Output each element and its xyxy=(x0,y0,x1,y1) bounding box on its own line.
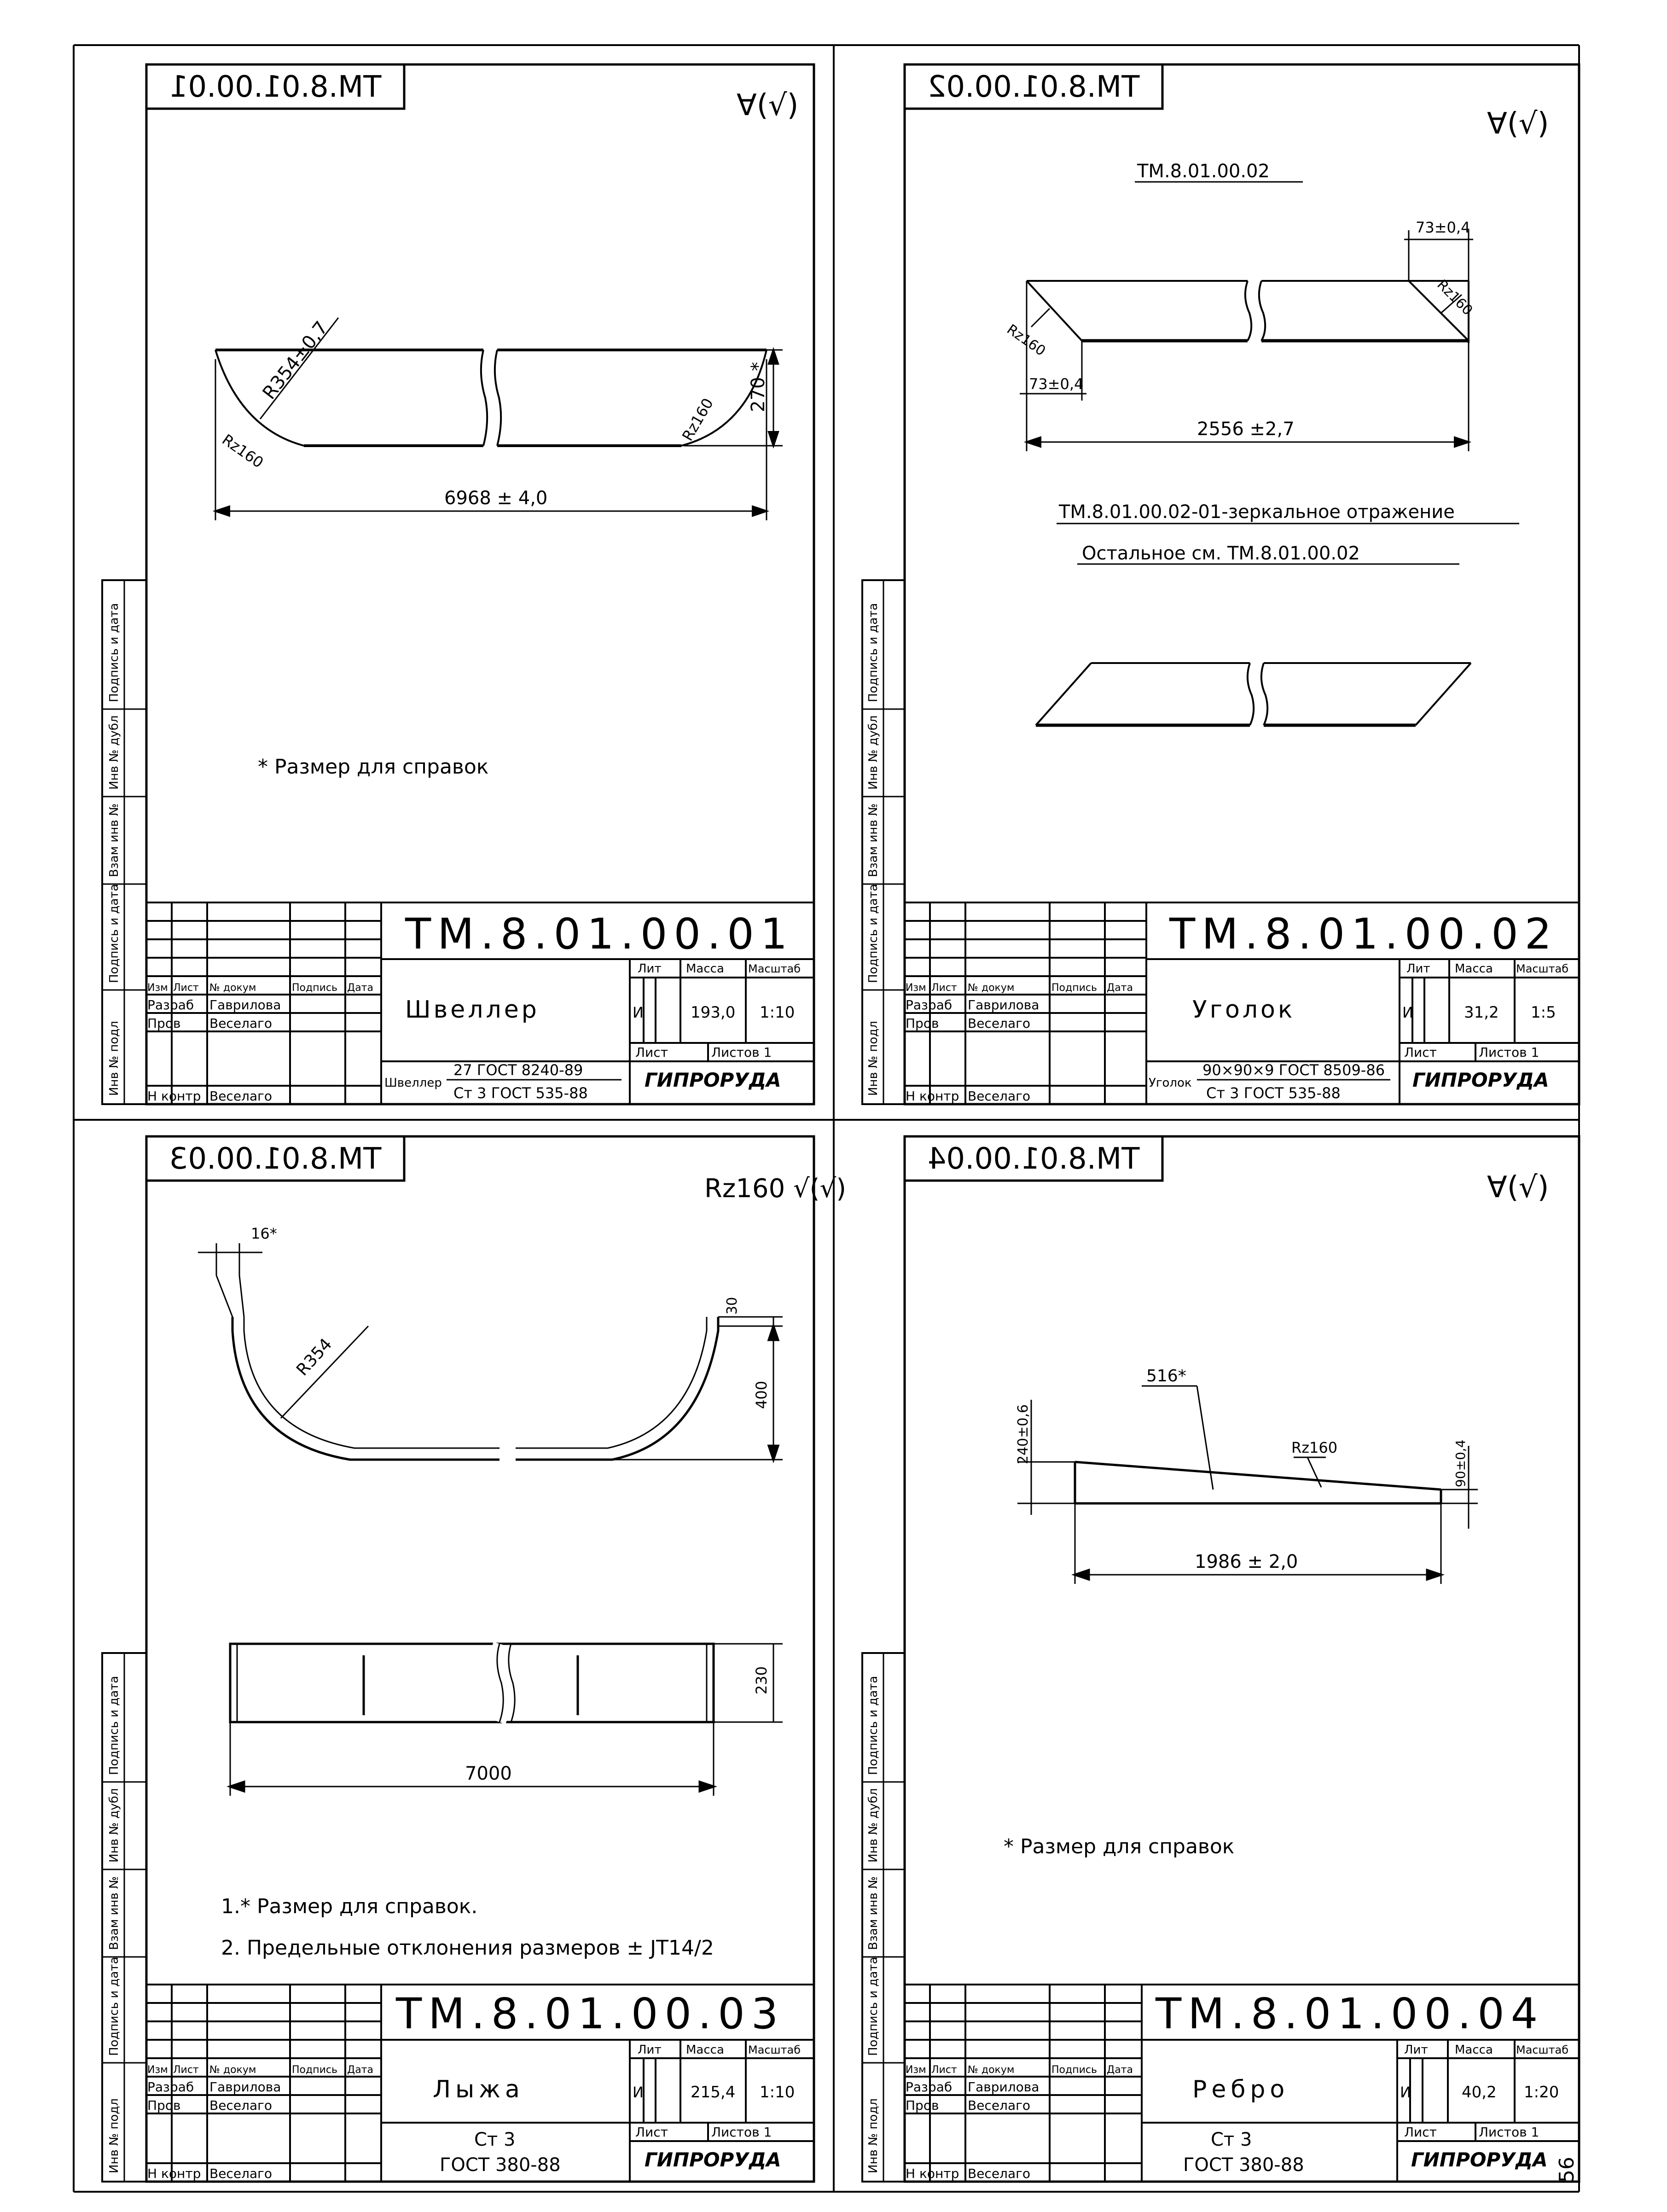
note: * Размер для справок xyxy=(1004,1835,1235,1858)
hdr-data: Дата xyxy=(1107,2064,1133,2076)
prov-name: Веселаго xyxy=(209,2098,272,2113)
mirror-note: ТМ.8.01.00.02-01-зеркальное отражение xyxy=(1059,501,1455,523)
hdr-podp: Подпись xyxy=(1051,982,1097,994)
side-label-podpis-2: Подпись и дата xyxy=(107,603,121,702)
massa-label: Масса xyxy=(686,2043,724,2057)
prov-name: Веселаго xyxy=(968,1016,1030,1031)
material-prefix: Уголок xyxy=(1149,1076,1192,1090)
page-number: 56 xyxy=(1555,2157,1579,2183)
side-label-podpis-1: Подпись и дата xyxy=(866,1956,880,2056)
dim-slope: 516* xyxy=(1146,1367,1186,1385)
roughness-symbol: Rz160 √(√) xyxy=(704,1174,847,1204)
doc-code: ТМ.8.01.00.02 xyxy=(1169,909,1558,959)
doc-code: ТМ.8.01.00.03 xyxy=(396,1989,785,2038)
dim-radius: R354 xyxy=(293,1334,336,1380)
list-label: Лист xyxy=(1404,2125,1437,2140)
part-name: Ребро xyxy=(1192,2076,1289,2103)
hdr-izm: Изм xyxy=(906,2064,926,2076)
hdr-izm: Изм xyxy=(147,2064,168,2076)
dim-height-right: 90±0,4 xyxy=(1453,1439,1468,1487)
prov-label: Пров xyxy=(906,1016,939,1031)
lit-label: Лит xyxy=(638,962,662,976)
part-name: Уголок xyxy=(1192,996,1295,1024)
mirror-code: ТМ.8.01.00.01 xyxy=(169,70,382,104)
dim-rz-right: Rz160 xyxy=(679,395,717,444)
prov-label: Пров xyxy=(147,2098,181,2113)
dim-rz-right: Rz160 xyxy=(1434,276,1476,319)
lit-label: Лит xyxy=(1406,962,1430,976)
masshtab-label: Масштаб xyxy=(748,962,801,975)
side-label-inv-dubl: Инв № дубл xyxy=(107,715,121,790)
lit-label: Лит xyxy=(638,2043,662,2057)
prov-label: Пров xyxy=(906,2098,939,2113)
mirror-code: ТМ.8.01.00.04 xyxy=(927,1142,1140,1176)
material-bottom: ГОСТ 380-88 xyxy=(440,2154,561,2176)
sheet-1 xyxy=(102,64,814,1104)
hdr-data: Дата xyxy=(1107,982,1133,994)
dim-rz: Rz160 xyxy=(1291,1439,1338,1456)
lit-label: Лит xyxy=(1404,2043,1428,2057)
material-top: 27 ГОСТ 8240-89 xyxy=(453,1061,583,1079)
dim-length: 7000 xyxy=(465,1763,512,1784)
side-label-inv-dubl: Инв № дубл xyxy=(866,1788,880,1863)
listov-label: Листов 1 xyxy=(1479,1045,1539,1060)
dim-length: 6968 ± 4,0 xyxy=(444,488,548,509)
org-name: ГИПРОРУДА xyxy=(1411,2148,1548,2171)
mirror-code: ТМ.8.01.00.02 xyxy=(927,70,1140,104)
ski-profile-drawing xyxy=(198,1243,783,1460)
masshtab-label: Масштаб xyxy=(1516,2043,1569,2056)
dim-chamfer-left: 73±0,4 xyxy=(1029,375,1084,393)
dim-height: 270 * xyxy=(748,361,769,412)
part-name: Лыжа xyxy=(433,2076,524,2103)
note: * Размер для справок xyxy=(258,755,489,779)
side-label-inv-podl: Инв № подл xyxy=(107,2098,121,2173)
hdr-data: Дата xyxy=(347,2064,373,2076)
razrab-name: Гаврилова xyxy=(968,997,1040,1013)
hdr-ndoc: № докум xyxy=(209,2064,256,2076)
masshtab-value: 1:5 xyxy=(1531,1003,1556,1022)
razrab-label: Разраб xyxy=(906,997,953,1013)
razrab-name: Гаврилова xyxy=(209,997,281,1013)
hdr-list: Лист xyxy=(931,982,957,994)
material-top: Ст 3 xyxy=(474,2129,516,2150)
nkontr-name: Веселаго xyxy=(209,1089,272,1104)
note-1: 1.* Размер для справок. xyxy=(221,1895,478,1918)
nkontr-label: Н контр xyxy=(147,2166,201,2181)
nkontr-label: Н контр xyxy=(906,1089,959,1104)
dim-height-left: 240±0,6 xyxy=(1015,1404,1031,1464)
razrab-name: Гаврилова xyxy=(968,2079,1040,2095)
hdr-izm: Изм xyxy=(147,982,168,994)
org-name: ГИПРОРУДА xyxy=(645,2148,781,2171)
masshtab-value: 1:10 xyxy=(760,2083,795,2101)
roughness-symbol: ∀(√) xyxy=(1487,107,1549,141)
side-label-inv-podl: Инв № подл xyxy=(866,2098,880,2173)
masshtab-label: Масштаб xyxy=(748,2043,801,2056)
org-name: ГИПРОРУДА xyxy=(645,1069,781,1091)
razrab-label: Разраб xyxy=(906,2079,953,2095)
list-label: Лист xyxy=(635,1045,668,1060)
dim-230: 230 xyxy=(753,1666,770,1694)
hdr-ndoc: № докум xyxy=(968,2064,1015,2076)
listov-label: Листов 1 xyxy=(711,1045,772,1060)
dim-length: 1986 ± 2,0 xyxy=(1195,1551,1298,1572)
massa-value: 215,4 xyxy=(691,2083,736,2101)
hdr-izm: Изм xyxy=(906,982,926,994)
side-label-podpis-2: Подпись и дата xyxy=(866,603,880,702)
note-2: 2. Предельные отклонения размеров ± JT14/2 xyxy=(221,1936,714,1960)
massa-value: 193,0 xyxy=(691,1003,736,1022)
angle-drawing xyxy=(1020,230,1476,451)
material-prefix: Швеллер xyxy=(384,1076,442,1090)
side-label-inv-dubl: Инв № дубл xyxy=(107,1788,121,1863)
dim-chamfer-right: 73±0,4 xyxy=(1416,219,1470,236)
side-label-podpis-1: Подпись и дата xyxy=(107,1956,121,2056)
side-label-podpis-2: Подпись и дата xyxy=(107,1676,121,1775)
material-bottom: Ст 3 ГОСТ 535-88 xyxy=(1206,1084,1341,1102)
doc-code: ТМ.8.01.00.01 xyxy=(405,909,794,959)
list-label: Лист xyxy=(635,2125,668,2140)
side-label-podpis-2: Подпись и дата xyxy=(866,1676,880,1775)
lit-value: И xyxy=(633,1004,644,1021)
material-bottom: Ст 3 ГОСТ 535-88 xyxy=(453,1084,588,1102)
razrab-label: Разраб xyxy=(147,997,194,1013)
side-label-vzam: Взам инв № xyxy=(107,1876,121,1950)
side-label-inv-dubl: Инв № дубл xyxy=(866,715,880,790)
dim-length: 2556 ±2,7 xyxy=(1197,419,1295,440)
massa-label: Масса xyxy=(1455,2043,1493,2057)
masshtab-label: Масштаб xyxy=(1516,962,1569,975)
massa-label: Масса xyxy=(1455,962,1493,976)
razrab-label: Разраб xyxy=(147,2079,194,2095)
side-label-podpis-1: Подпись и дата xyxy=(866,884,880,983)
drawing-title: ТМ.8.01.00.02 xyxy=(1137,161,1270,182)
massa-label: Масса xyxy=(686,962,724,976)
listov-label: Листов 1 xyxy=(1479,2125,1539,2140)
hdr-podp: Подпись xyxy=(292,2064,337,2076)
mirror-code: ТМ.8.01.00.03 xyxy=(169,1142,382,1176)
roughness-symbol: ∀(√) xyxy=(737,88,799,122)
side-label-podpis-1: Подпись и дата xyxy=(107,884,121,983)
sheet-3 xyxy=(102,1136,846,2182)
dim-rz-left: Rz160 xyxy=(219,431,267,472)
lit-value: И xyxy=(633,2084,644,2101)
hdr-list: Лист xyxy=(931,2064,957,2076)
hdr-list: Лист xyxy=(173,2064,199,2076)
side-label-vzam: Взам инв № xyxy=(866,1876,880,1950)
org-name: ГИПРОРУДА xyxy=(1412,1069,1549,1091)
dim-thickness: 16* xyxy=(251,1225,277,1242)
dim-rz-left: Rz160 xyxy=(1004,321,1049,360)
lit-value: И xyxy=(1402,1004,1413,1021)
sheet-2 xyxy=(862,64,1579,1104)
masshtab-value: 1:20 xyxy=(1524,2083,1559,2101)
side-label-vzam: Взам инв № xyxy=(866,803,880,877)
roughness-symbol: ∀(√) xyxy=(1487,1170,1549,1205)
prov-name: Веселаго xyxy=(968,2098,1030,2113)
razrab-name: Гаврилова xyxy=(209,2079,281,2095)
hdr-ndoc: № докум xyxy=(209,982,256,994)
listov-label: Листов 1 xyxy=(711,2125,772,2140)
hdr-data: Дата xyxy=(347,982,373,994)
other-note: Остальное см. ТМ.8.01.00.02 xyxy=(1082,543,1360,564)
side-label-vzam: Взам инв № xyxy=(107,803,121,877)
nkontr-name: Веселаго xyxy=(209,2166,272,2181)
nkontr-name: Веселаго xyxy=(968,2166,1030,2181)
doc-code: ТМ.8.01.00.04 xyxy=(1156,1989,1545,2038)
sheet-4 xyxy=(862,1136,1579,2183)
hdr-list: Лист xyxy=(173,982,199,994)
dim-400: 400 xyxy=(753,1380,770,1409)
massa-value: 31,2 xyxy=(1464,1003,1499,1022)
massa-value: 40,2 xyxy=(1462,2083,1497,2101)
dim-30: 30 xyxy=(724,1297,740,1315)
side-label-inv-podl: Инв № подл xyxy=(866,1021,880,1096)
hdr-podp: Подпись xyxy=(1051,2064,1097,2076)
side-label-inv-podl: Инв № подл xyxy=(107,1021,121,1096)
list-label: Лист xyxy=(1404,1045,1437,1060)
hdr-ndoc: № докум xyxy=(968,982,1015,994)
material-bottom: ГОСТ 380-88 xyxy=(1183,2154,1304,2176)
nkontr-name: Веселаго xyxy=(968,1089,1030,1104)
part-name: Швеллер xyxy=(405,996,540,1024)
hdr-podp: Подпись xyxy=(292,982,337,994)
dim-radius: R354±0,7 xyxy=(258,317,332,404)
material-top: 90×90×9 ГОСТ 8509-86 xyxy=(1202,1061,1385,1079)
lit-value: И xyxy=(1400,2084,1411,2101)
nkontr-label: Н контр xyxy=(906,2166,959,2181)
masshtab-value: 1:10 xyxy=(760,1003,795,1022)
angle-mirror-drawing xyxy=(1036,663,1471,725)
prov-name: Веселаго xyxy=(209,1016,272,1031)
nkontr-label: Н контр xyxy=(147,1089,201,1104)
prov-label: Пров xyxy=(147,1016,181,1031)
material-top: Ст 3 xyxy=(1211,2129,1252,2150)
